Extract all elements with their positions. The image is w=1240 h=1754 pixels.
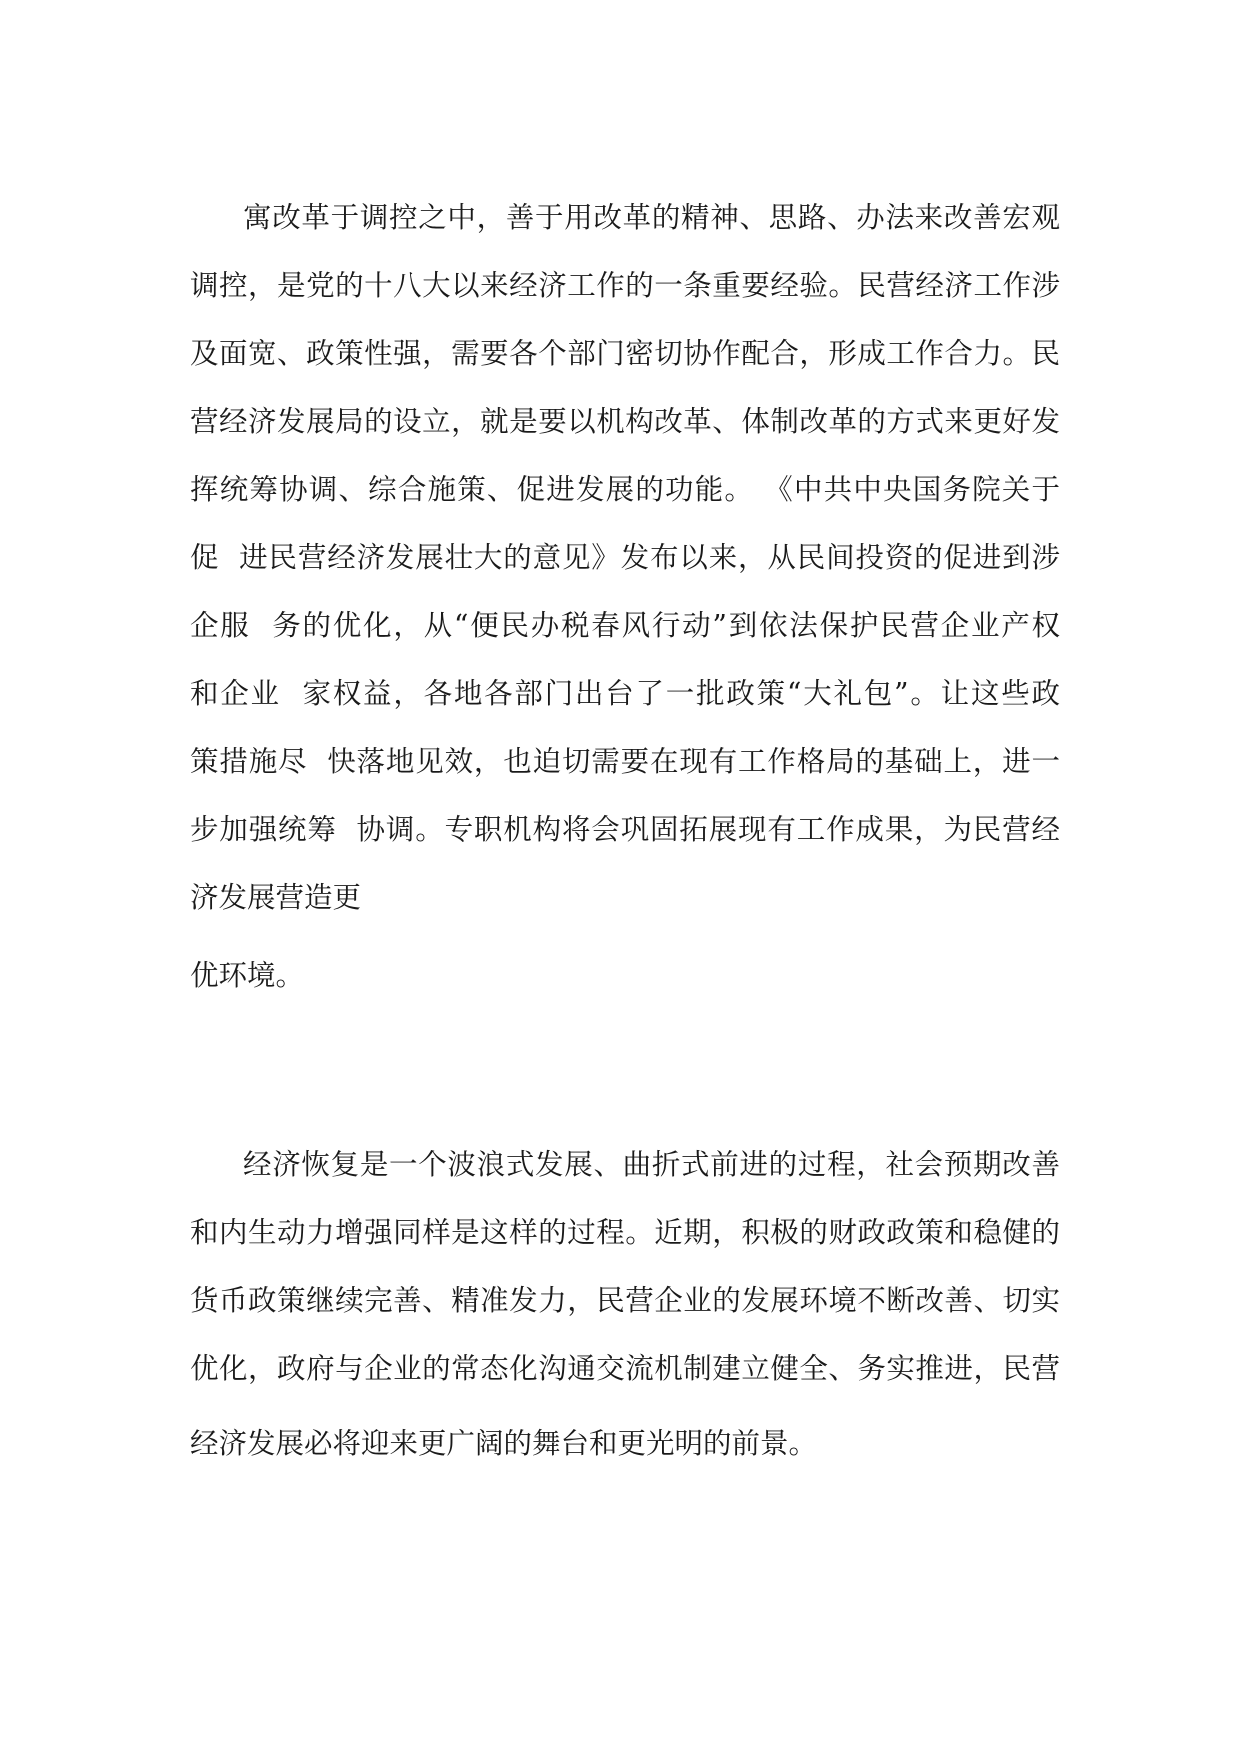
text-line: 步加强统筹 协调。专职机构将会巩固拓展现有工作成果，为民营经 xyxy=(190,813,1060,846)
text-line: 营经济发展局的设立，就是要以机构改革、体制改革的方式来更好发 xyxy=(190,405,1060,438)
text-line: 和企业 家权益，各地各部门出台了一批政策“大礼包”。让这些政 xyxy=(190,677,1060,710)
text-line: 调控，是党的十八大以来经济工作的一条重要经验。民营经济工作涉 xyxy=(190,269,1060,302)
text-line: 货币政策继续完善、精准发力，民营企业的发展环境不断改善、切实 xyxy=(190,1284,1060,1317)
text-line: 济发展营造更 xyxy=(190,881,362,914)
text-line: 企服 务的优化，从“便民办税春风行动”到依法保护民营企业产权 xyxy=(190,609,1060,642)
text-line: 和内生动力增强同样是这样的过程。近期，积极的财政政策和稳健的 xyxy=(190,1216,1060,1249)
text-line: 及面宽、政策性强，需要各个部门密切协作配合，形成工作合力。民 xyxy=(190,337,1060,370)
text-line: 挥统筹协调、综合施策、促进发展的功能。 《中共中央国务院关于 xyxy=(190,473,1060,506)
text-line: 寓改革于调控之中，善于用改革的精神、思路、办法来改善宏观 xyxy=(243,201,1060,234)
text-line: 经济发展必将迎来更广阔的舞台和更光明的前景。 xyxy=(190,1427,818,1460)
text-line: 促 进民营经济发展壮大的意见》发布以来，从民间投资的促进到涉 xyxy=(190,541,1060,574)
text-line: 优化，政府与企业的常态化沟通交流机制建立健全、务实推进，民营 xyxy=(190,1352,1060,1385)
text-line: 优环境。 xyxy=(190,959,305,992)
text-line: 经济恢复是一个波浪式发展、曲折式前进的过程，社会预期改善 xyxy=(243,1148,1060,1181)
text-line: 策措施尽 快落地见效，也迫切需要在现有工作格局的基础上，进一 xyxy=(190,745,1060,778)
